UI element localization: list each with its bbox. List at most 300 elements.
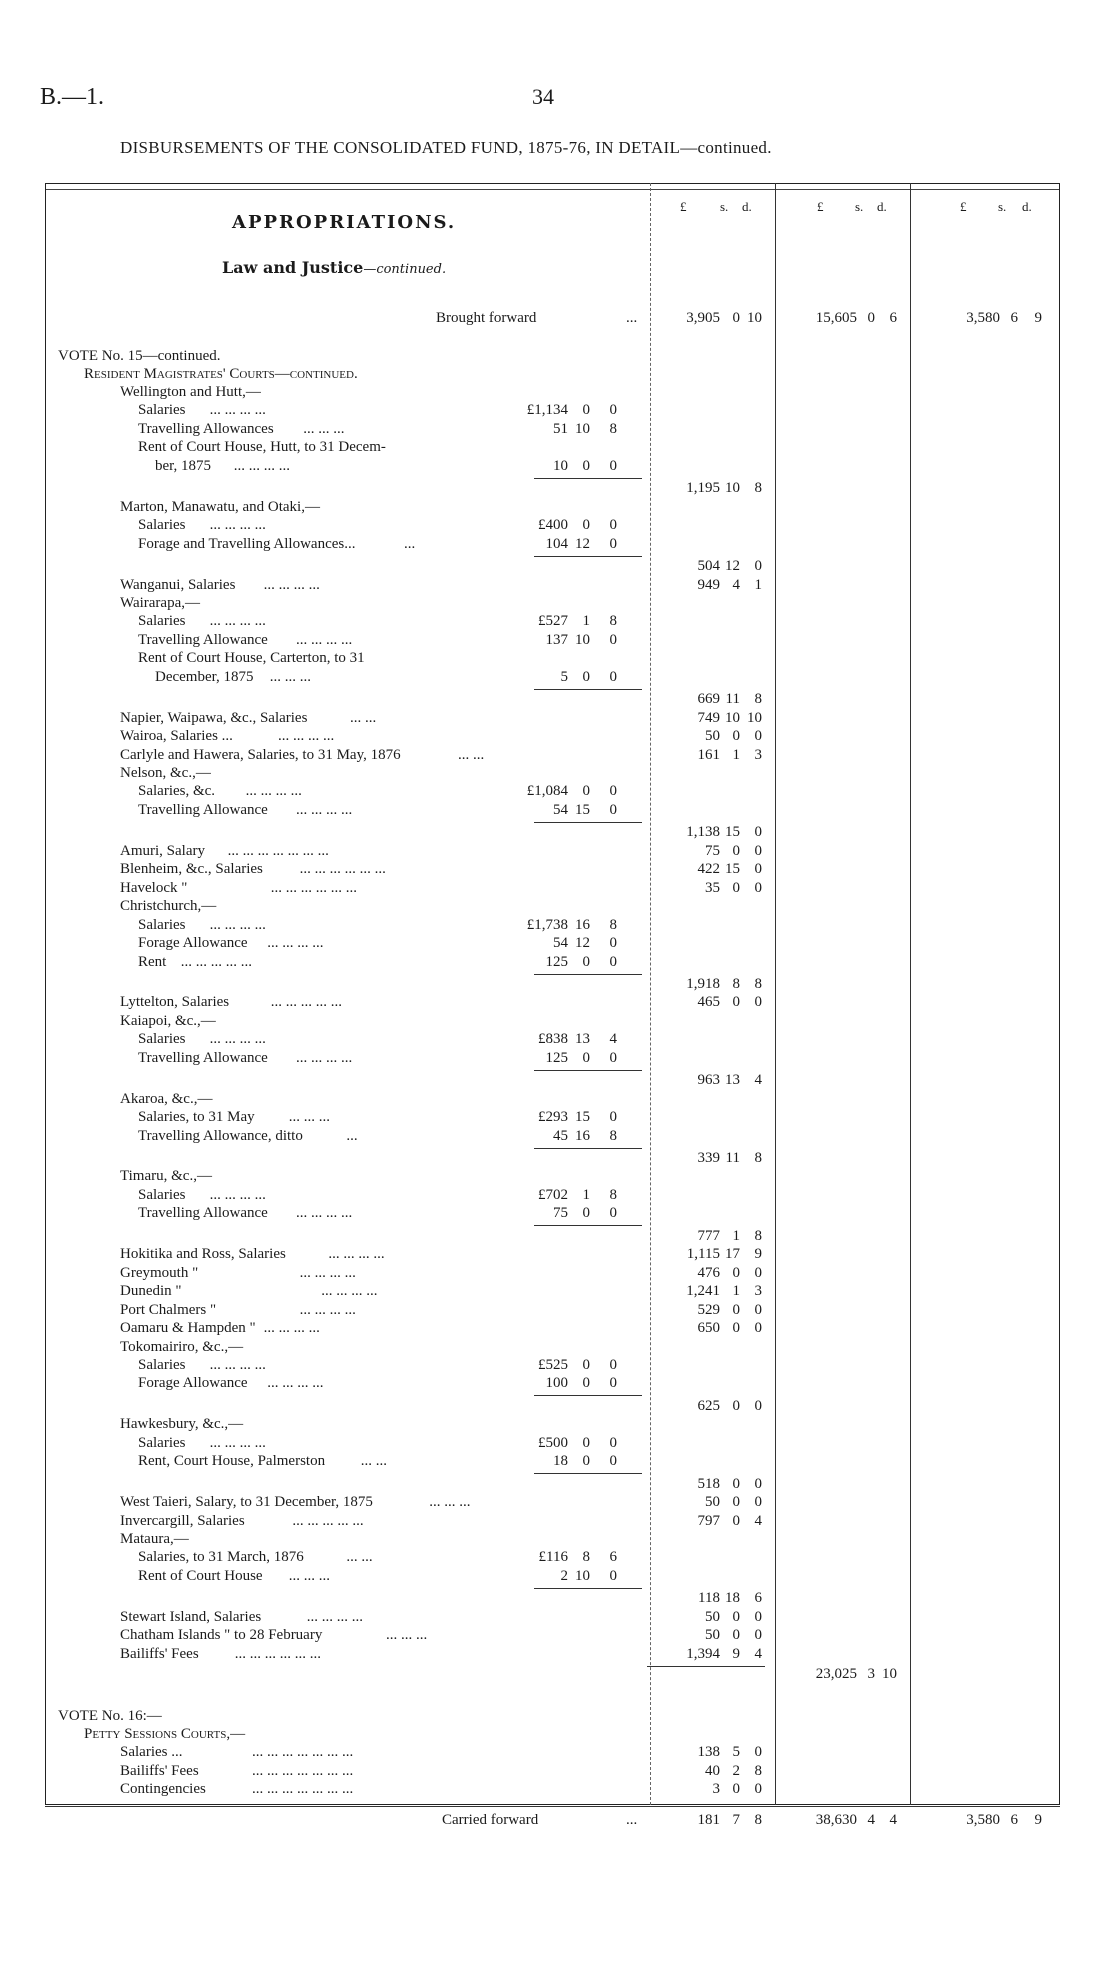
line-amount: 13 [575, 1031, 590, 1048]
subtotal-amount: 0 [732, 879, 740, 896]
leader-dots: ... ... ... ... [209, 402, 266, 419]
line-amount: 0 [609, 1375, 617, 1392]
leader-dots: ... ... ... ... [233, 457, 291, 474]
line-amount: 0 [609, 1567, 617, 1584]
line-item: Salaries [138, 402, 186, 419]
line-amount: 16 [575, 916, 590, 933]
line-amount: 0 [582, 457, 590, 474]
subtotal-amount: 1,394 [686, 1645, 720, 1662]
subtotal-amount: 0 [732, 1608, 740, 1625]
amount: 10 [747, 310, 762, 326]
subtotal-amount: 0 [732, 1781, 740, 1798]
leader-dots: ... ... ... [429, 1494, 471, 1511]
subtotal-amount: 749 [697, 709, 720, 726]
subtotal-amount: 1,241 [686, 1283, 720, 1300]
sum-rule [647, 1666, 765, 1667]
amount: 9 [1034, 1811, 1042, 1828]
column-header: d. [1022, 199, 1032, 214]
leader-dots: ... ... ... ... ... ... ... [252, 1744, 354, 1761]
vote-total: 10 [882, 1666, 897, 1683]
subtotal-amount: 0 [754, 824, 762, 841]
subtotal-amount: 3 [712, 1781, 720, 1798]
subtotal-amount: 8 [754, 480, 762, 497]
subtotal-amount: 3 [754, 746, 762, 763]
line-item: Wanganui, Salaries [120, 576, 236, 593]
line-amount: 0 [609, 953, 617, 970]
subtotal-amount: 0 [754, 1494, 762, 1511]
line-amount: £527 [538, 613, 568, 630]
line-item: Rent [138, 953, 167, 970]
subtotal-amount: 777 [697, 1227, 720, 1244]
line-amount: 125 [545, 953, 568, 970]
amount: 38,630 [815, 1811, 857, 1828]
leader-dots: ... ... ... ... ... ... [270, 879, 358, 896]
line-amount: 0 [582, 668, 590, 685]
leader-dots: ... ... ... ... [296, 631, 353, 648]
subtotal-amount: 10 [747, 709, 762, 726]
line-amount: £500 [538, 1434, 568, 1451]
line-amount: 0 [609, 517, 617, 534]
line-item: Salaries, to 31 March, 1876 [138, 1549, 304, 1566]
amount: 0 [732, 310, 740, 326]
vote-title: VOTE No. 15—continued. [58, 348, 221, 364]
page-number: 34 [532, 84, 554, 109]
leader-dots: ... [626, 310, 638, 326]
leader-dots: ... ... ... ... [267, 935, 324, 952]
subtotal-amount: 669 [697, 691, 720, 708]
leader-dots: ... ... ... ... [299, 1264, 356, 1281]
leader-dots: ... ... ... ... [321, 1283, 378, 1300]
subtotal-amount: 12 [725, 558, 740, 575]
subtotal-amount: 40 [705, 1762, 720, 1779]
line-amount: 0 [609, 668, 617, 685]
line-item: Wairoa, Salaries ... [120, 728, 233, 745]
amount: 6 [1010, 1811, 1018, 1828]
line-amount: 6 [609, 1549, 617, 1566]
line-amount: 0 [582, 1205, 590, 1222]
subtotal-amount: 1 [732, 746, 740, 763]
line-amount: 8 [609, 916, 617, 933]
subtotal-amount: 0 [754, 861, 762, 878]
subtotal-amount: 11 [725, 691, 740, 708]
subtotal-amount: 0 [754, 1264, 762, 1281]
leader-dots: ... ... ... ... ... ... [234, 1645, 322, 1662]
line-item: Salaries, &c. [138, 783, 216, 800]
line-amount: £400 [538, 517, 568, 534]
subtotal-amount: 17 [725, 1246, 740, 1263]
line-item: Marton, Manawatu, and Otaki,— [120, 498, 320, 515]
subtotal-amount: 161 [697, 746, 720, 763]
subtotal-amount: 0 [732, 1301, 740, 1318]
column-header: £ [680, 199, 687, 214]
line-item: Christchurch,— [120, 898, 217, 915]
section-heading: Law and Justice—continued. [222, 258, 447, 277]
amount: 7 [732, 1811, 740, 1828]
line-amount: 10 [575, 420, 590, 437]
subtotal-amount: 518 [697, 1475, 720, 1492]
subtotal-amount: 0 [732, 842, 740, 859]
subtotal-amount: 797 [697, 1512, 720, 1529]
subtotal-amount: 0 [754, 1397, 762, 1414]
subtotal-amount: 9 [754, 1246, 762, 1263]
line-item: Rent, Court House, Palmerston [138, 1453, 326, 1470]
subtotal-amount: 50 [705, 1494, 720, 1511]
subtotal-amount: 0 [732, 1475, 740, 1492]
vote-total: 23,025 [815, 1666, 857, 1683]
leader-dots: ... ... ... ... [209, 916, 266, 933]
line-amount: 8 [582, 1549, 590, 1566]
subtotal-amount: 8 [754, 691, 762, 708]
amount: 4 [889, 1811, 897, 1828]
amount: 9 [1034, 310, 1042, 326]
subtotal-amount: 0 [732, 1264, 740, 1281]
subtotal-amount: 1,115 [686, 1246, 720, 1263]
amount: 3,905 [686, 310, 720, 326]
brought-forward-label: Brought forward [436, 310, 537, 326]
subtotal-amount: 949 [697, 576, 720, 593]
subtotal-amount: 4 [732, 576, 740, 593]
subtotal-amount: 8 [754, 1150, 762, 1166]
line-amount: 0 [609, 402, 617, 419]
line-amount: 12 [575, 935, 590, 952]
line-item: Travelling Allowances [138, 420, 274, 437]
line-amount: 0 [582, 1049, 590, 1066]
line-item: Lyttelton, Salaries [120, 994, 230, 1011]
line-item: West Taieri, Salary, to 31 December, 1875 [120, 1494, 373, 1511]
leader-dots: ... ... [360, 1453, 388, 1470]
subtotal-amount: 0 [732, 728, 740, 745]
line-item: Port Chalmers " [120, 1301, 217, 1318]
line-amount: 0 [609, 935, 617, 952]
line-amount: 100 [545, 1375, 568, 1392]
amount: 4 [867, 1811, 875, 1828]
subtotal-amount: 0 [732, 1320, 740, 1337]
leader-dots: ... ... ... [269, 668, 312, 685]
subtotal-amount: 50 [705, 728, 720, 745]
subtotal-amount: 0 [754, 1475, 762, 1492]
line-amount: £702 [538, 1186, 568, 1203]
leader-dots: ... ... [346, 1549, 373, 1566]
line-amount: 0 [609, 1049, 617, 1066]
leader-dots: ... ... ... ... ... ... ... [227, 842, 329, 859]
line-item: Contingencies [120, 1781, 206, 1798]
subtotal-amount: 465 [697, 994, 720, 1011]
subtotal-amount: 10 [725, 480, 740, 497]
subtotal-amount: 625 [697, 1397, 720, 1414]
leader-dots: ... ... ... [288, 1567, 331, 1584]
line-item: Salaries, to 31 May [138, 1109, 255, 1126]
line-amount: £1,738 [526, 916, 568, 933]
line-amount: 54 [553, 801, 568, 818]
line-amount: 0 [609, 783, 617, 800]
line-amount: 104 [545, 535, 568, 552]
column-divider [775, 183, 776, 1805]
subtotal-amount: 1 [754, 576, 762, 593]
line-item: Chatham Islands " to 28 February [120, 1627, 323, 1644]
column-header: £ [960, 199, 967, 214]
column-header: d. [742, 199, 752, 214]
line-amount: 0 [609, 1453, 617, 1470]
subtotal-amount: 138 [697, 1744, 720, 1761]
subtotal-amount: 963 [697, 1072, 720, 1089]
line-item: Oamaru & Hampden " [120, 1320, 256, 1337]
line-amount: 2 [560, 1567, 568, 1584]
line-amount: 0 [609, 1434, 617, 1451]
line-item: Tokomairiro, &c.,— [120, 1338, 244, 1355]
line-amount: £116 [538, 1549, 568, 1566]
line-item: Salaries [138, 916, 186, 933]
subtotal-amount: 0 [754, 1627, 762, 1644]
line-amount: 0 [609, 1205, 617, 1222]
leader-dots: ... ... ... ... ... [270, 994, 343, 1011]
sum-rule [534, 974, 642, 975]
line-item: Salaries [138, 517, 186, 534]
leader-dots: ... ... ... ... [209, 1031, 266, 1048]
line-amount: 15 [575, 1109, 590, 1126]
leader-dots: ... ... ... ... [209, 613, 266, 630]
amount: 6 [889, 310, 897, 326]
line-amount: 0 [582, 402, 590, 419]
leader-dots: ... [346, 1127, 358, 1144]
leader-dots: ... ... [350, 709, 377, 726]
line-amount: 0 [609, 457, 617, 474]
line-item: Hawkesbury, &c.,— [120, 1416, 244, 1433]
line-amount: 125 [545, 1049, 568, 1066]
line-item: Kaiapoi, &c.,— [120, 1012, 216, 1029]
subtotal-amount: 35 [705, 879, 720, 896]
line-item: Rent of Court House [138, 1567, 263, 1584]
line-item: Rent of Court House, Hutt, to 31 Decem- [138, 439, 386, 456]
subtotal-amount: 8 [754, 975, 762, 992]
subtotal-amount: 0 [732, 1397, 740, 1414]
subtotal-amount: 9 [732, 1645, 740, 1662]
leader-dots: ... ... ... ... [296, 801, 353, 818]
appropriations-heading: APPROPRIATIONS. [232, 212, 457, 233]
column-header: £ [817, 199, 824, 214]
subtotal-amount: 2 [732, 1762, 740, 1779]
subtotal-amount: 5 [732, 1744, 740, 1761]
subtotal-amount: 0 [754, 994, 762, 1011]
line-item: Blenheim, &c., Salaries [120, 861, 263, 878]
line-item: Carlyle and Hawera, Salaries, to 31 May, 1876 [120, 746, 401, 763]
line-amount: 8 [609, 1186, 617, 1203]
line-amount: 1 [582, 613, 590, 630]
leader-dots: ... ... ... ... [328, 1246, 385, 1263]
line-amount: £1,084 [526, 783, 568, 800]
subtotal-amount: 13 [725, 1072, 740, 1089]
line-amount: 0 [582, 1375, 590, 1392]
line-item: Stewart Island, Salaries [120, 1608, 262, 1625]
sum-rule [534, 1395, 642, 1396]
sum-rule [534, 1148, 642, 1149]
line-item: Salaries [138, 1356, 186, 1373]
leader-dots: ... ... ... ... [209, 517, 266, 534]
amount: 3,580 [966, 310, 1000, 326]
subtotal-amount: 4 [754, 1645, 762, 1662]
subtotal-amount: 0 [754, 728, 762, 745]
line-item: Invercargill, Salaries [120, 1512, 245, 1529]
leader-dots: ... ... ... ... [209, 1186, 266, 1203]
subtotal-amount: 50 [705, 1608, 720, 1625]
leader-dots: ... ... ... [386, 1627, 428, 1644]
leader-dots: ... ... [458, 746, 485, 763]
vote-total: 3 [867, 1666, 875, 1683]
sum-rule [534, 689, 642, 690]
subtotal-amount: 3 [754, 1283, 762, 1300]
leader-dots: ... ... ... [288, 1109, 331, 1126]
subtotal-amount: 1 [732, 1227, 740, 1244]
line-amount: 8 [609, 613, 617, 630]
line-amount: 0 [609, 1356, 617, 1373]
line-item: Salaries [138, 1031, 186, 1048]
line-amount: 0 [609, 1109, 617, 1126]
line-item: Forage Allowance [138, 1375, 248, 1392]
line-item: Forage Allowance [138, 935, 248, 952]
line-item: Travelling Allowance [138, 631, 268, 648]
line-amount: 0 [582, 1453, 590, 1470]
line-item: Travelling Allowance [138, 1205, 268, 1222]
leader-dots: ... ... ... ... [209, 1434, 266, 1451]
column-header: s. [720, 199, 729, 214]
leader-dots: ... ... ... ... ... [180, 953, 253, 970]
line-amount: 0 [609, 801, 617, 818]
line-item: Travelling Allowance [138, 1049, 268, 1066]
line-amount: 0 [582, 783, 590, 800]
line-item: Akaroa, &c.,— [120, 1090, 213, 1107]
line-amount: 10 [575, 631, 590, 648]
line-amount: 0 [582, 953, 590, 970]
line-item: Amuri, Salary [120, 842, 205, 859]
page-title: DISBURSEMENTS OF THE CONSOLIDATED FUND, 1875-76, IN DETAIL—continued. [120, 138, 772, 157]
leader-dots: ... ... ... ... ... [292, 1512, 364, 1529]
subtotal-amount: 18 [725, 1590, 740, 1607]
line-item: Napier, Waipawa, &c., Salaries [120, 709, 308, 726]
subtotal-amount: 339 [697, 1150, 720, 1166]
leader-dots: ... ... ... ... [296, 1049, 353, 1066]
line-amount: 8 [609, 420, 617, 437]
line-amount: 51 [553, 420, 568, 437]
line-amount: 137 [545, 631, 568, 648]
subtotal-amount: 0 [754, 558, 762, 575]
subtotal-amount: 8 [732, 975, 740, 992]
line-amount: 4 [609, 1031, 617, 1048]
subtotal-amount: 0 [732, 1494, 740, 1511]
sum-rule [534, 822, 642, 823]
line-amount: 54 [553, 935, 568, 952]
subtotal-amount: 4 [754, 1072, 762, 1089]
line-item: Salaries ... [120, 1744, 183, 1761]
line-item: Forage and Travelling Allowances... [138, 535, 356, 552]
subtotal-amount: 0 [754, 1744, 762, 1761]
line-item: Timaru, &c.,— [120, 1168, 212, 1185]
subtotal-amount: 0 [754, 842, 762, 859]
leader-dots: ... ... ... ... [263, 1320, 320, 1337]
subtotal-amount: 50 [705, 1627, 720, 1644]
subtotal-amount: 118 [698, 1590, 720, 1607]
line-item: Dunedin " [120, 1283, 182, 1300]
line-item: Greymouth " [120, 1264, 199, 1281]
line-item: Bailiffs' Fees [120, 1645, 199, 1662]
subtotal-amount: 0 [754, 1320, 762, 1337]
line-item: Salaries [138, 1434, 186, 1451]
line-item: Rent of Court House, Carterton, to 31 [138, 650, 365, 667]
line-amount: 10 [575, 1567, 590, 1584]
line-item: Mataura,— [120, 1531, 189, 1547]
line-amount: 45 [553, 1127, 568, 1144]
leader-dots: ... ... ... ... ... ... ... [252, 1762, 354, 1779]
vote-subheading: Petty Sessions Courts,— [84, 1726, 246, 1743]
subtotal-amount: 1,138 [686, 824, 720, 841]
leader-dots: ... ... ... ... ... ... [299, 861, 386, 878]
line-item: Wairarapa,— [120, 594, 200, 611]
line-item: Nelson, &c.,— [120, 765, 211, 781]
line-amount: 0 [582, 1356, 590, 1373]
line-item: ber, 1875 [155, 457, 212, 474]
subtotal-amount: 0 [754, 1608, 762, 1625]
line-amount: 10 [553, 457, 568, 474]
subtotal-amount: 529 [697, 1301, 720, 1318]
subtotal-amount: 15 [725, 861, 740, 878]
subtotal-amount: 0 [754, 1781, 762, 1798]
subtotal-amount: 10 [725, 709, 740, 726]
subtotal-amount: 8 [754, 1227, 762, 1244]
page-reference: B.—1. [40, 84, 105, 110]
line-amount: 5 [560, 668, 568, 685]
line-item: Wellington and Hutt,— [120, 384, 261, 400]
line-amount: £293 [538, 1109, 568, 1126]
line-amount: 75 [553, 1205, 568, 1222]
line-item: Travelling Allowance, ditto [138, 1127, 303, 1144]
line-item: December, 1875 [155, 668, 254, 685]
amount: 6 [1010, 310, 1018, 326]
line-item: Salaries [138, 613, 186, 630]
line-item: Hokitika and Ross, Salaries [120, 1246, 286, 1263]
line-amount: £838 [538, 1031, 568, 1048]
leader-dots: ... ... ... ... [296, 1205, 353, 1222]
sum-rule [534, 1588, 642, 1589]
leader-dots: ... ... ... ... [278, 728, 335, 745]
subtotal-amount: 1 [732, 1283, 740, 1300]
amount: 181 [697, 1811, 720, 1828]
leader-dots: ... ... ... ... [209, 1356, 266, 1373]
leader-dots: ... ... ... ... [245, 783, 302, 800]
line-amount: 16 [575, 1127, 590, 1144]
line-amount: 18 [553, 1453, 568, 1470]
leader-dots: ... ... ... ... [267, 1375, 324, 1392]
line-amount: 12 [575, 535, 590, 552]
leader-dots: ... ... ... ... [299, 1301, 356, 1318]
sum-rule [534, 478, 642, 479]
sum-rule [534, 1473, 642, 1474]
line-amount: 0 [582, 517, 590, 534]
leader-dots: ... ... ... ... [263, 576, 320, 593]
leader-dots: ... ... ... ... [306, 1608, 364, 1625]
leader-dots: ... ... ... [303, 420, 345, 437]
subtotal-amount: 75 [705, 842, 720, 859]
subtotal-amount: 0 [732, 1627, 740, 1644]
line-amount: 15 [575, 801, 590, 818]
subtotal-amount: 504 [697, 558, 720, 575]
leader-dots: ... [404, 535, 416, 552]
line-item: Travelling Allowance [138, 801, 268, 818]
line-item: Havelock " [120, 879, 188, 896]
vote-subheading: Resident Magistrates' Courts—continued. [84, 366, 358, 382]
subtotal-amount: 0 [754, 879, 762, 896]
column-divider [910, 183, 911, 1805]
subtotal-amount: 476 [697, 1264, 720, 1281]
sum-rule [534, 1070, 642, 1071]
subtotal-amount: 650 [697, 1320, 720, 1337]
